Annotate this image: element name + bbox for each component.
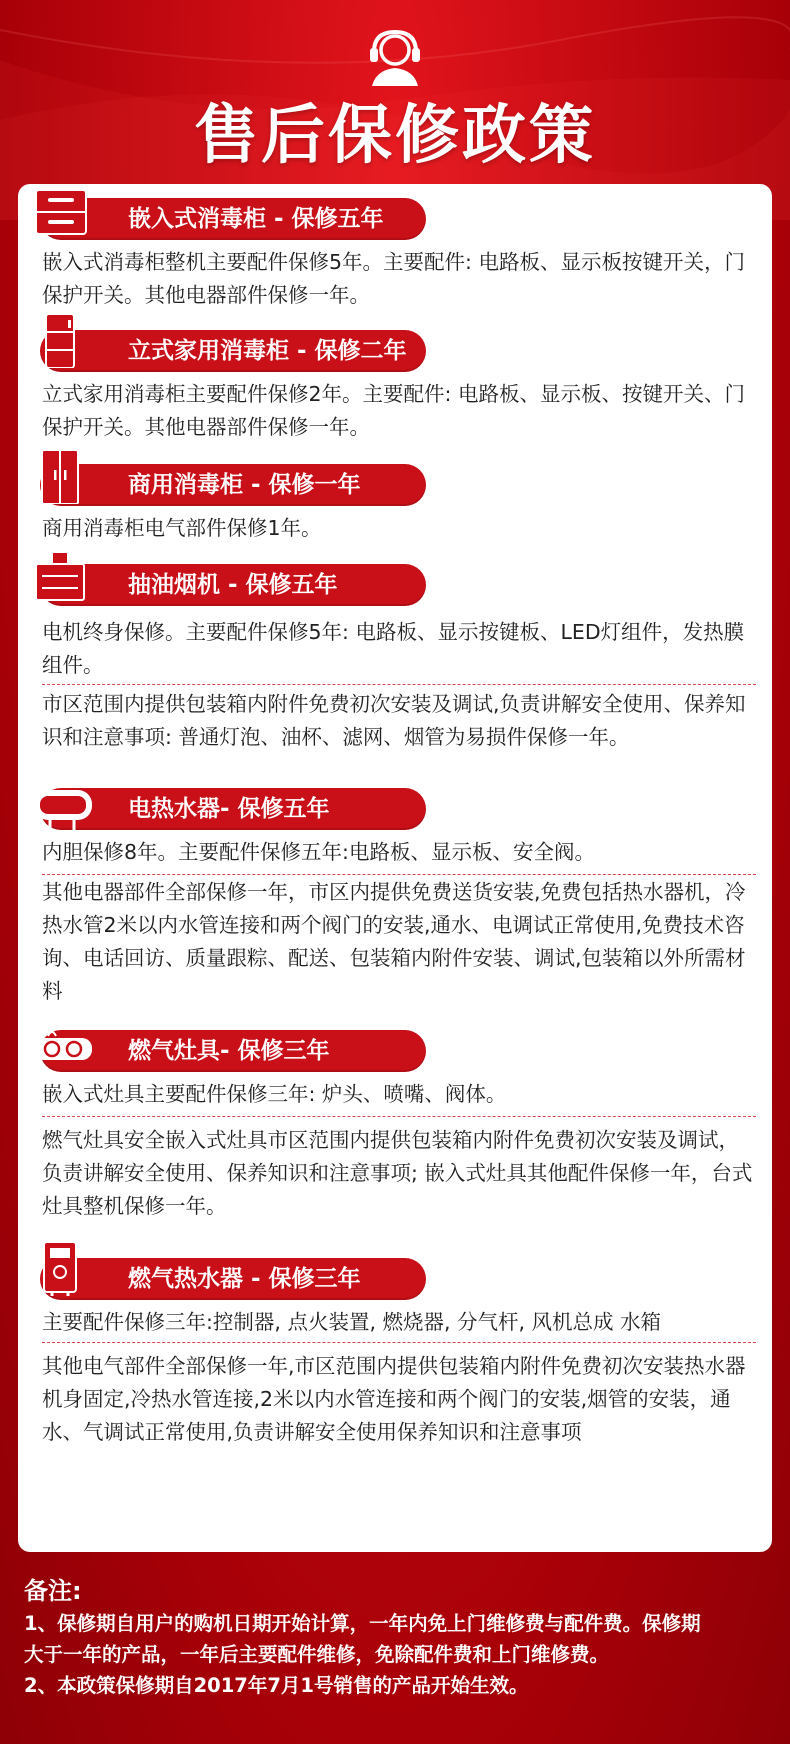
range-hood-icon bbox=[32, 550, 100, 606]
notes-line: 1、保修期自用户的购机日期开始计算，一年内免上门维修费与配件费。保修期 bbox=[24, 1612, 701, 1635]
section-heading: 燃气灶具- 保修三年 bbox=[128, 1038, 330, 1064]
dashed-divider bbox=[42, 1116, 756, 1117]
section-heading: 立式家用消毒柜 - 保修二年 bbox=[128, 338, 407, 364]
dashed-divider bbox=[42, 1342, 756, 1343]
notes-block bbox=[24, 1574, 774, 1701]
section-heading: 商用消毒柜 - 保修一年 bbox=[128, 472, 361, 498]
notes-line: 大于一年的产品，一年后主要配件维修，免除配件费和上门维修费。 bbox=[24, 1643, 610, 1666]
section-paragraph: 其他电气部件全部保修一年,市区范围内提供包装箱内附件免费初次安装热水器机身固定,冷热水管连接,2米以内水管连接和两个阀门的安装,烟管的安装，通水、气调试正常使用,负责讲解安全使用保养知识和注意事项 bbox=[42, 1354, 746, 1444]
section-paragraph: 燃气灶具安全嵌入式灶具市区范围内提供包装箱内附件免费初次安装及调试，负责讲解安全使用、保养知识和注意事项; 嵌入式灶具其他配件保修一年，台式灶具整机保修一年。 bbox=[42, 1128, 753, 1218]
section-paragraph: 主要配件保修三年:控制器, 点火装置, 燃烧器, 分气杆, 风机总成 水箱 bbox=[42, 1310, 662, 1334]
policy-card bbox=[18, 184, 772, 1552]
section-paragraph: 商用消毒柜电气部件保修1年。 bbox=[42, 516, 322, 540]
section-paragraph: 市区范围内提供包装箱内附件免费初次安装及调试,负责讲解安全使用、保养知识和注意事项: 普通灯泡、油杯、滤网、烟管为易损件保修一年。 bbox=[42, 692, 746, 749]
commercial-cabinet-icon bbox=[32, 448, 100, 504]
section-heading: 燃气热水器 - 保修三年 bbox=[128, 1266, 361, 1292]
page-title: 售后保修政策 bbox=[194, 99, 596, 173]
section-paragraph: 内胆保修8年。主要配件保修五年:电路板、显示板、安全阀。 bbox=[42, 840, 595, 864]
section-heading: 电热水器- 保修五年 bbox=[128, 796, 330, 822]
section-heading: 嵌入式消毒柜 - 保修五年 bbox=[128, 206, 384, 232]
gas-stove-icon bbox=[32, 1022, 100, 1078]
notes-line: 2、本政策保修期自2017年7月1号销售的产品开始生效。 bbox=[24, 1674, 529, 1697]
section-heading: 抽油烟机 - 保修五年 bbox=[128, 572, 338, 598]
notes-title: 备注: bbox=[24, 1577, 82, 1605]
gas-water-heater-icon bbox=[32, 1240, 100, 1296]
section-paragraph: 嵌入式灶具主要配件保修三年: 炉头、喷嘴、阀体。 bbox=[42, 1082, 507, 1106]
electric-water-heater-icon bbox=[32, 780, 100, 836]
section-paragraph: 立式家用消毒柜主要配件保修2年。主要配件: 电路板、显示板、按键开关、门保护开关。其他电器部件保修一年。 bbox=[42, 382, 745, 439]
section-paragraph: 嵌入式消毒柜整机主要配件保修5年。主要配件: 电路板、显示板按键开关，门保护开关。其他电器部件保修一年。 bbox=[42, 250, 745, 307]
dashed-divider bbox=[42, 684, 756, 685]
customer-service-icon bbox=[362, 26, 428, 88]
page-header bbox=[0, 0, 790, 180]
section-paragraph: 电机终身保修。主要配件保修5年: 电路板、显示按键板、LED灯组件，发热膜组件。 bbox=[42, 620, 745, 677]
disinfection-cabinet-embedded-icon bbox=[32, 184, 100, 240]
dashed-divider bbox=[42, 874, 756, 875]
disinfection-cabinet-standing-icon bbox=[32, 312, 100, 368]
section-paragraph: 其他电器部件全部保修一年，市区内提供免费送货安装,免费包括热水器机，冷热水管2米以内水管连接和两个阀门的安装,通水、电调试正常使用,免费技术咨询、电话回访、质量跟粽、配送、包装箱内附件安装、调试,包装箱以外所需材料 bbox=[42, 880, 746, 1003]
